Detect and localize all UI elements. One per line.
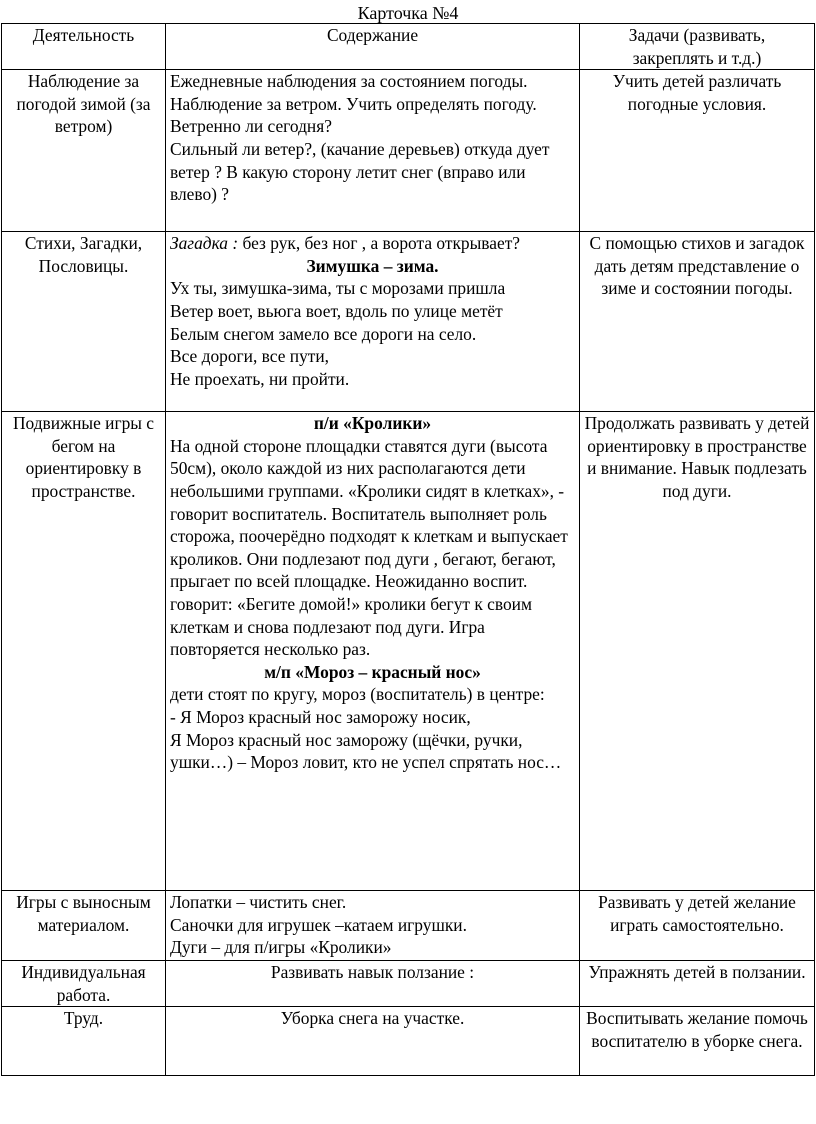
activity-cell: Игры с выносным материалом. xyxy=(2,891,166,961)
content-cell: Уборка снега на участке. xyxy=(166,1007,580,1076)
tasks-cell: Продолжать развивать у детей ориентировку в пространстве и внимание. Навык подлезать под дуги. xyxy=(580,412,815,891)
content-cell: Развивать навык ползание : xyxy=(166,961,580,1007)
activity-cell: Труд. xyxy=(2,1007,166,1076)
table-header-row xyxy=(2,24,815,70)
header-tasks-line-1: Задачи (развивать, xyxy=(628,25,766,45)
content-line: Лопатки – чистить снег. xyxy=(170,892,347,913)
poem-line: Ух ты, зимушка-зима, ты с морозами пришла xyxy=(170,278,506,299)
tasks-cell: Учить детей различать погодные условия. xyxy=(580,70,815,232)
tasks-cell: Воспитывать желание помочь воспитателю в уборке снега. xyxy=(580,1007,815,1076)
activity-cell: Стихи, Загадки, Пословицы. xyxy=(2,232,166,412)
game-line-frost: - Я Мороз красный нос заморожу носик, xyxy=(170,706,471,727)
content-line: Сильный ли ветер?, (качание деревьев) откуда дует ветер ? В какую сторону летит снег (вправо или влево) ? xyxy=(170,138,550,205)
header-activity: Деятельность xyxy=(2,24,166,70)
tasks-cell: Упражнять детей в ползании. xyxy=(580,961,815,1007)
game-description-rabbits: На одной стороне площадки ставятся дуги (высота 50см), около каждой из них располагаются дети небольшими группами. «Кролики сидят в клетках», - говорит воспитатель. Воспитатель выполняет роль сторожа, поочерёдно подходят к клеткам и выпускает кроликов. Они подлезают под дуги , бегают, бегают, прыгает по всей площадке. Неожиданно воспит. говорит: «Бегите домой!» кролики бегут к своим клеткам и снова подлезают под дуги. Игра повторяется несколько раз. xyxy=(170,435,568,660)
riddle xyxy=(170,232,575,255)
activity-cell: Наблюдение за погодой зимой (за ветром) xyxy=(2,70,166,232)
poem-line: Все дороги, все пути, xyxy=(170,346,330,367)
tasks-cell: Развивать у детей желание играть самостоятельно. xyxy=(580,891,815,961)
content-cell xyxy=(166,412,580,891)
tasks-cell: С помощью стихов и загадок дать детям представление о зиме и состоянии погоды. xyxy=(580,232,815,412)
game-line-frost: дети стоят по кругу, мороз (воспитатель) в центре: xyxy=(170,684,545,705)
content-cell xyxy=(166,891,580,961)
activity-cell: Подвижные игры с бегом на ориентировку в пространстве. xyxy=(2,412,166,891)
game-title-frost: м/п «Мороз – красный нос» xyxy=(264,661,481,682)
content-line: Саночки для игрушек –катаем игрушки. xyxy=(170,914,467,935)
poem-line: Ветер воет, вьюга воет, вдоль по улице метёт xyxy=(170,300,503,321)
poem-title: Зимушка – зима. xyxy=(306,255,439,276)
content-cell xyxy=(166,232,580,412)
table-row xyxy=(2,70,815,232)
riddle-text: без рук, без ног , а ворота открывает? xyxy=(238,233,521,254)
table-row xyxy=(2,1007,815,1076)
poem-line: Не проехать, ни пройти. xyxy=(170,368,350,389)
riddle-label: Загадка : xyxy=(170,233,239,254)
header-tasks xyxy=(580,24,815,70)
poem-line: Белым снегом замело все дороги на село. xyxy=(170,323,477,344)
table-row xyxy=(2,232,815,412)
game-line-frost: Я Мороз красный нос заморожу (щёчки, ручки, ушки…) – Мороз ловит, кто не успел спрятать нос… xyxy=(170,729,562,773)
table-row xyxy=(2,412,815,891)
header-tasks-line-2: закреплять и т.д.) xyxy=(632,47,762,68)
activity-card-table xyxy=(1,23,815,1076)
table-row xyxy=(2,961,815,1007)
page-title: Карточка №4 xyxy=(357,3,459,23)
table-row xyxy=(2,891,815,961)
game-title-rabbits: п/и «Кролики» xyxy=(313,413,432,434)
activity-cell: Индивидуальная работа. xyxy=(2,961,166,1007)
content-line: Ежедневные наблюдения за состоянием погоды. xyxy=(170,71,528,92)
content-line: Дуги – для п/игры «Кролики» xyxy=(170,937,392,958)
header-content: Содержание xyxy=(166,24,580,70)
content-line: Наблюдение за ветром. Учить определять погоду. Ветренно ли сегодня? xyxy=(170,93,537,137)
content-cell xyxy=(166,70,580,232)
